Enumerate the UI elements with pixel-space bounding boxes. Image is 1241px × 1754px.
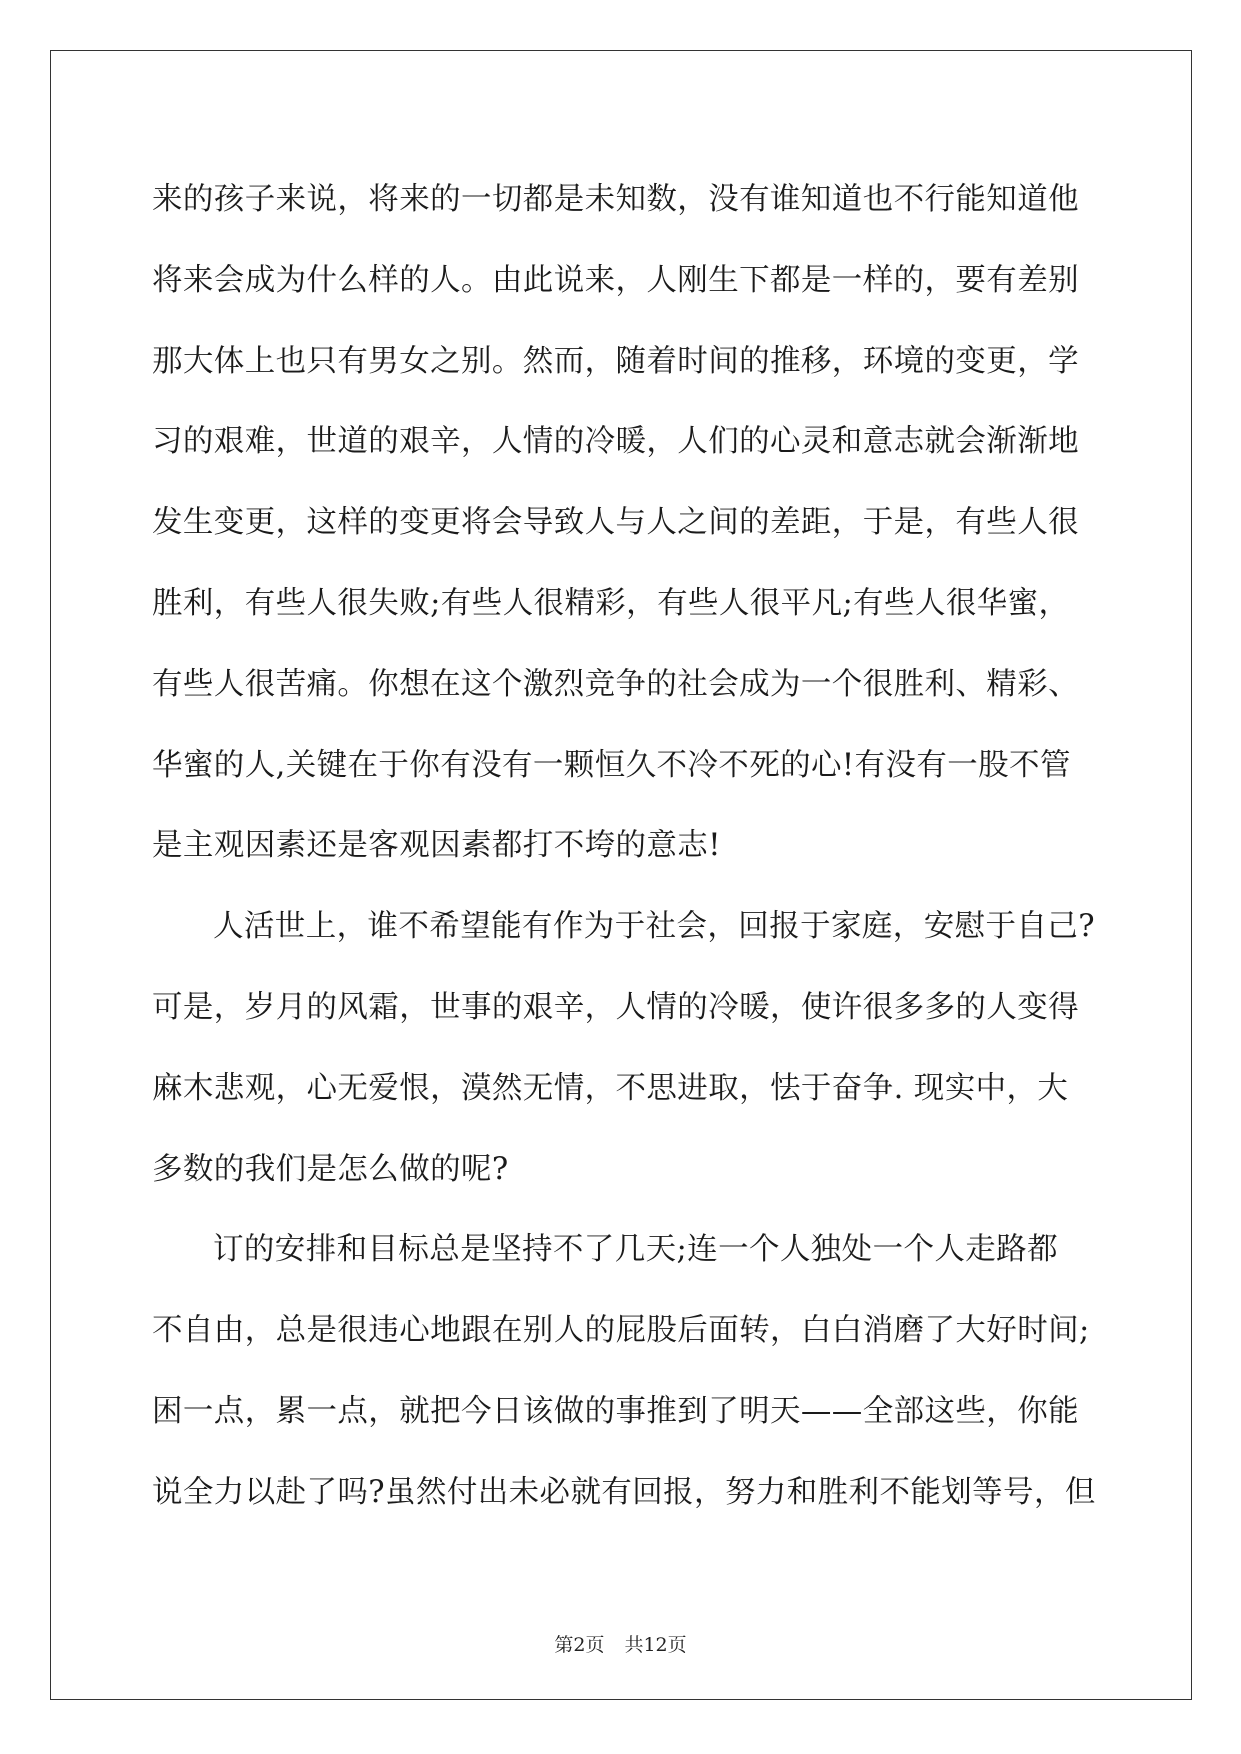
page-number: 第2页	[554, 1634, 605, 1656]
text-line: 可是，岁月的风霜，世事的艰辛，人情的冷暖，使许很多多的人变得	[152, 989, 1079, 1025]
document-body	[152, 160, 1096, 1534]
text-line: 将来会成为什么样的人。由此说来，人刚生下都是一样的，要有差别	[152, 262, 1079, 298]
text-line: 多数的我们是怎么做的呢?	[152, 1151, 509, 1187]
page-total: 共12页	[624, 1634, 687, 1656]
page-footer	[0, 1633, 1241, 1657]
text-line: 习的艰难，世道的艰辛，人情的冷暖，人们的心灵和意志就会渐渐地	[152, 424, 1079, 460]
paragraph-start-line: 订的安排和目标总是坚持不了几天;连一个人独处一个人走路都	[213, 1232, 1058, 1268]
text-line: 说全力以赴了吗?虽然付出未必就有回报，努力和胜利不能划等号，但	[152, 1474, 1096, 1510]
text-line: 麻木悲观，心无爱恨，漠然无情，不思进取，怯于奋争. 现实中，大	[152, 1070, 1069, 1106]
text-line: 是主观因素还是客观因素都打不垮的意志!	[152, 828, 721, 864]
paragraph-start-line: 人活世上，谁不希望能有作为于社会，回报于家庭，安慰于自己?	[213, 909, 1095, 945]
text-line: 发生变更，这样的变更将会导致人与人之间的差距，于是，有些人很	[152, 505, 1079, 541]
text-line: 有些人很苦痛。你想在这个激烈竞争的社会成为一个很胜利、精彩、	[152, 666, 1079, 702]
text-line: 那大体上也只有男女之别。然而，随着时间的推移，环境的变更，学	[152, 343, 1079, 379]
text-line: 来的孩子来说，将来的一切都是未知数，没有谁知道也不行能知道他	[152, 182, 1079, 217]
text-line: 困一点，累一点，就把今日该做的事推到了明天——全部这些，你能	[152, 1393, 1079, 1429]
text-line: 胜利，有些人很失败;有些人很精彩，有些人很平凡;有些人很华蜜，	[152, 585, 1070, 621]
text-line: 华蜜的人,关键在于你有没有一颗恒久不冷不死的心!有没有一股不管	[152, 747, 1071, 783]
text-line: 不自由，总是很违心地跟在别人的屁股后面转，白白消磨了大好时间;	[152, 1313, 1090, 1349]
